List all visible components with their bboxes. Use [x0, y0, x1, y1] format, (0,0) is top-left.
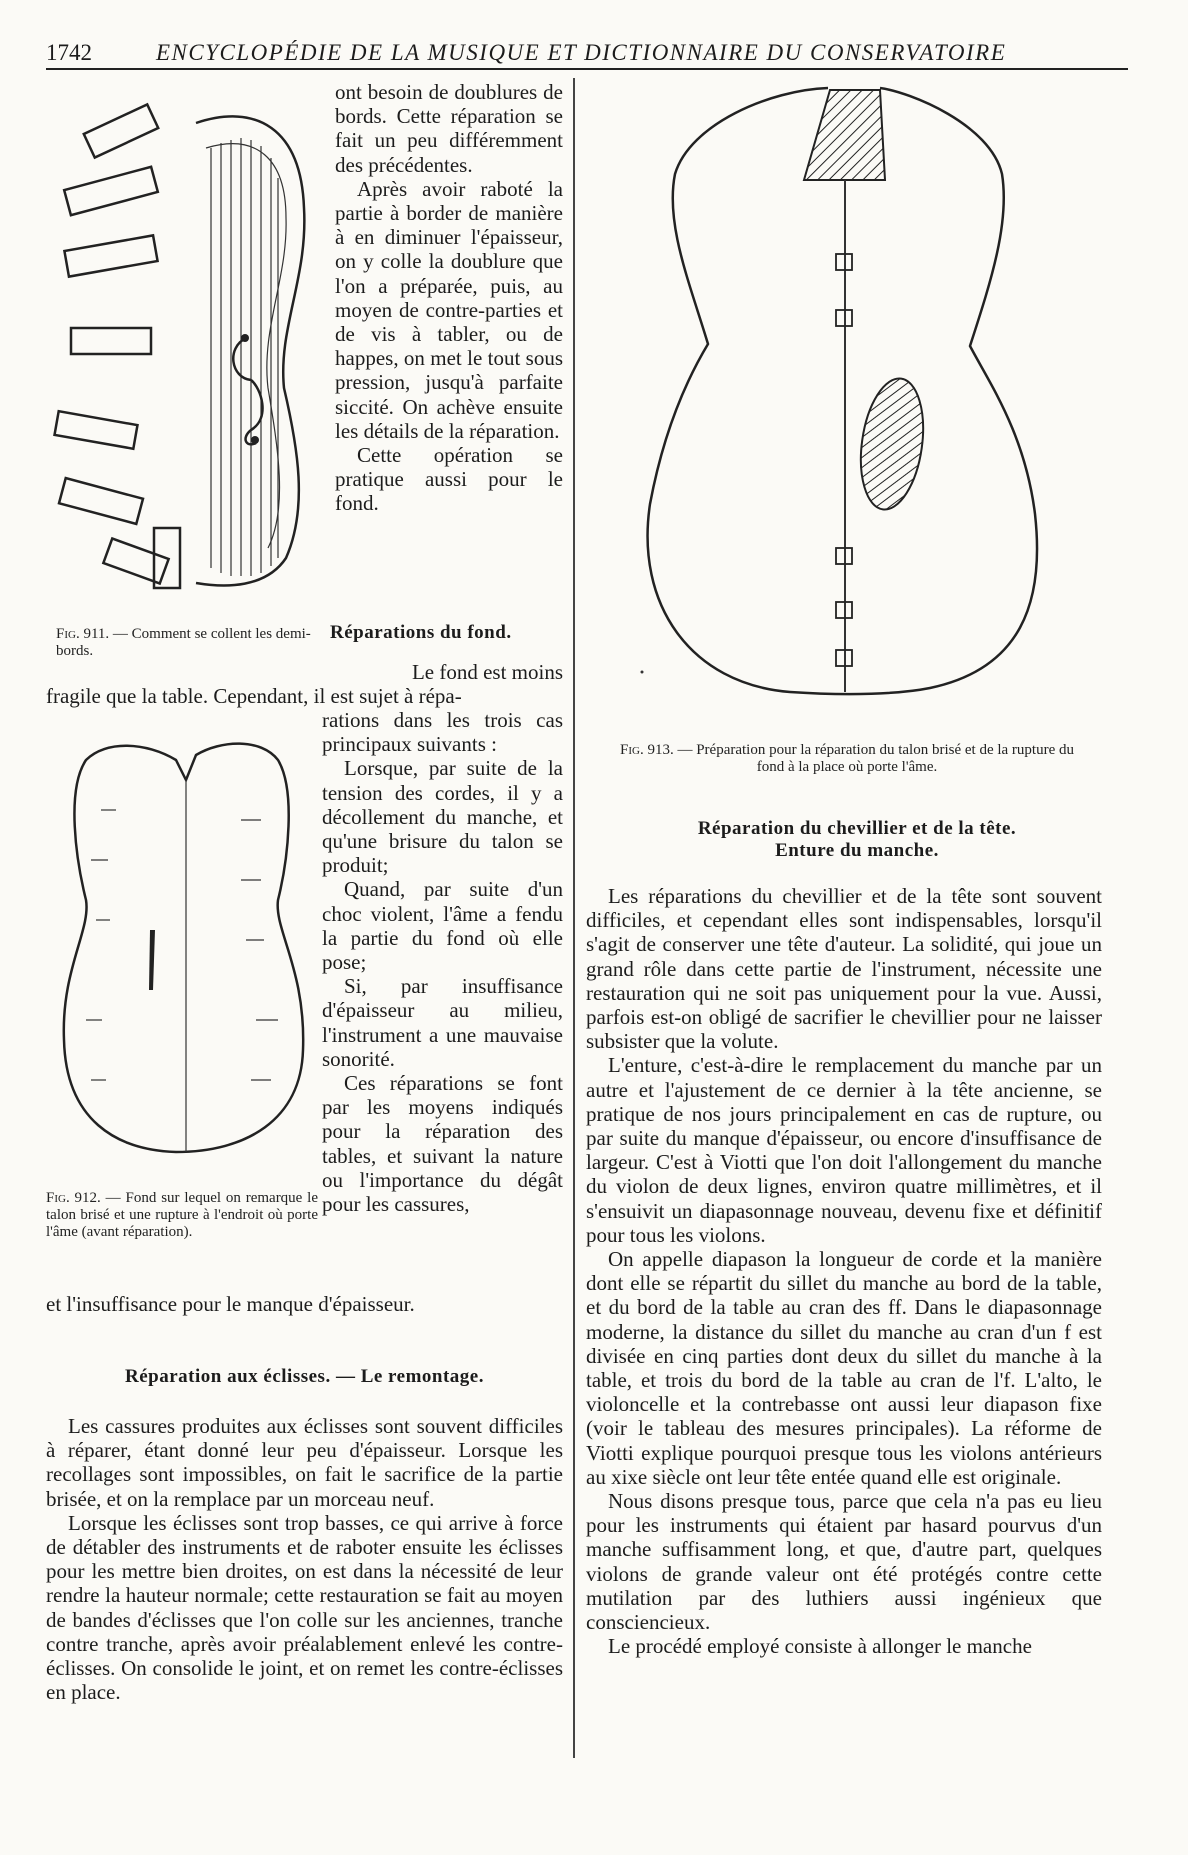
- right-column-text: [586, 884, 1102, 1659]
- paragraph: Après avoir raboté la partie à border de manière à en diminuer l'épaisseur, on y colle la doublure que l'on a préparée, puis, au moyen de contre-parties et de vis à tabler, ou de happes, on met le tout sous pression, jusqu'à parfaite siccité. On achève ensuite les détails de la réparation.: [335, 176, 563, 443]
- figure-label: Fig. 911.: [56, 626, 110, 642]
- caption-text: — Comment se collent les demi-bords.: [56, 626, 311, 659]
- paragraph: Nous disons presque tous, parce que cela n'a pas eu lieu pour les instruments qui étaient par hasard pourvus d'un manche suffisamment long, et que, d'autre part, quelques violons de grande valeur ont été protégés contre cette mutilation par des luthiers aussi ingénieux que consciencieux.: [586, 1489, 1102, 1635]
- left-upper-text: [335, 80, 563, 516]
- figure-label: Fig. 913.: [620, 742, 674, 758]
- fond-repair: Ces réparations se font par les moyens indiqués pour la réparation des tables, et suivant la nature ou l'importance du dégât pour les cassures,: [322, 1071, 563, 1217]
- figure-913-illustration: [630, 84, 1070, 724]
- paragraph: Cette opération se pratique aussi pour le fond.: [335, 443, 563, 516]
- heading-chevillier: [586, 818, 1128, 862]
- fond-case-3: Si, par insuffisance d'épaisseur au milieu, l'instrument a une mauvaise sonorité.: [322, 974, 563, 1071]
- paragraph: L'enture, c'est-à-dire le remplacement du manche par un autre et l'ajustement de ce dernier à la tête ancienne, se pratique de nos jours principalement en cas de rupture, ou par suite du manque d'épaisseur, ou encore d'insuffisance de largeur. C'est à Viotti que l'on doit l'allongement du manche du violon de deux lignes, environ quatre millimètres, et il s'ensuivit un diapasonnage nouveau, devenu fixe et définitif pour tous les violons.: [586, 1053, 1102, 1247]
- paragraph: Le procédé employé consiste à allonger le manche: [608, 1634, 1032, 1659]
- fond-intro-rest: rations dans les trois cas principaux suivants :: [322, 708, 563, 757]
- paragraph: Les cassures produites aux éclisses sont souvent difficiles à réparer, étant donné leur peu d'épaisseur. Lorsque les recollages sont impossibles, on fait le sacrifice de la partie brisée, et on la remplace par un morceau neuf.: [46, 1414, 563, 1511]
- fond-intro-line: fragile que la table. Cependant, il est sujet à répa-: [46, 684, 462, 708]
- caption-text: — Fond sur lequel on remarque le talon brisé et une rupture à l'endroit où porte l'âme (avant réparation).: [46, 1190, 319, 1240]
- paragraph: Les réparations du chevillier et de la tête sont souvent difficiles, et cependant elles sont indispensables, lorsqu'il s'agit de conserver une tête d'auteur. La solidité, qui joue un grand rôle dans cette partie de l'instrument, nécessite une restauration qui ne soit pas uniquement pour la vue. Aussi, parfois est-on obligé de sacrifier le chevillier pour ne laisser subsister que la volute.: [586, 884, 1102, 1054]
- heading-eclisses: Réparation aux éclisses. — Le remontage.: [125, 1366, 484, 1387]
- figure-913-caption: [612, 742, 1082, 776]
- figure-911-caption: [56, 626, 326, 660]
- figure-911-illustration: [46, 88, 322, 596]
- paragraph: On appelle diapason la longueur de corde et la manière dont elle se répartit du sillet du manche au bord de la table, et du bord de la table au cran des ff. Dans le diapasonnage moderne, la distance du sillet du manche au cran d'un f est divisée en cinq parties dont deux du sillet du manche à la table, et trois du bord de la table au cran de l'f. L'alto, le violoncelle et la contrebasse ont aussi leur diapason fixe (voir le tableau des mesures principales). La réforme de Viotti explique pourquoi presque tous les violons antérieurs au xixe siècle ont leur tête entée quand elle est originale.: [586, 1247, 1102, 1489]
- running-title: ENCYCLOPÉDIE DE LA MUSIQUE ET DICTIONNAIRE DU CONSERVATOIRE: [156, 40, 1007, 65]
- figure-912-caption: [46, 1190, 318, 1241]
- fond-case-2: Quand, par suite d'un choc violent, l'âme a fendu la partie du fond où elle pose;: [322, 877, 563, 975]
- fond-intro-a: Le fond est moins: [411, 660, 563, 684]
- fond-text-column: [322, 708, 563, 1216]
- column-rule: [573, 78, 575, 1758]
- figure-912-illustration: [46, 720, 322, 1180]
- header-rule: [46, 68, 1128, 70]
- figure-label: Fig. 912.: [46, 1190, 101, 1206]
- paragraph: Lorsque les éclisses sont trop basses, ce qui arrive à force de détabler des instruments et de raboter ensuite les éclisses pour les mettre bien droites, on est dans la nécessité de leur rendre la hauteur normale; cette restauration se fait au moyen de bandes d'éclisses que l'on colle sur les anciennes, tranche contre tranche, après avoir préalablement enlevé les contre-éclisses. On consolide le joint, et on remet les contre-éclisses en place.: [46, 1510, 563, 1705]
- paragraph: ont besoin de doublures de bords. Cette réparation se fait un peu différemment des précédentes.: [335, 80, 563, 177]
- eclisses-text: [46, 1414, 563, 1704]
- page-number: 1742: [46, 40, 92, 65]
- fond-case-1: Lorsque, par suite de la tension des cordes, il y a décollement du manche, et qu'une brisure du talon se produit;: [322, 756, 563, 878]
- fond-repair-end: et l'insuffisance pour le manque d'épaisseur.: [46, 1292, 415, 1316]
- heading-line: Enture du manche.: [775, 840, 939, 861]
- heading-line: Réparation du chevillier et de la tête.: [697, 818, 1017, 839]
- caption-text: — Préparation pour la réparation du talon brisé et de la rupture du fond à la place où porte l'âme.: [677, 742, 1074, 775]
- heading-fond: Réparations du fond.: [330, 622, 512, 643]
